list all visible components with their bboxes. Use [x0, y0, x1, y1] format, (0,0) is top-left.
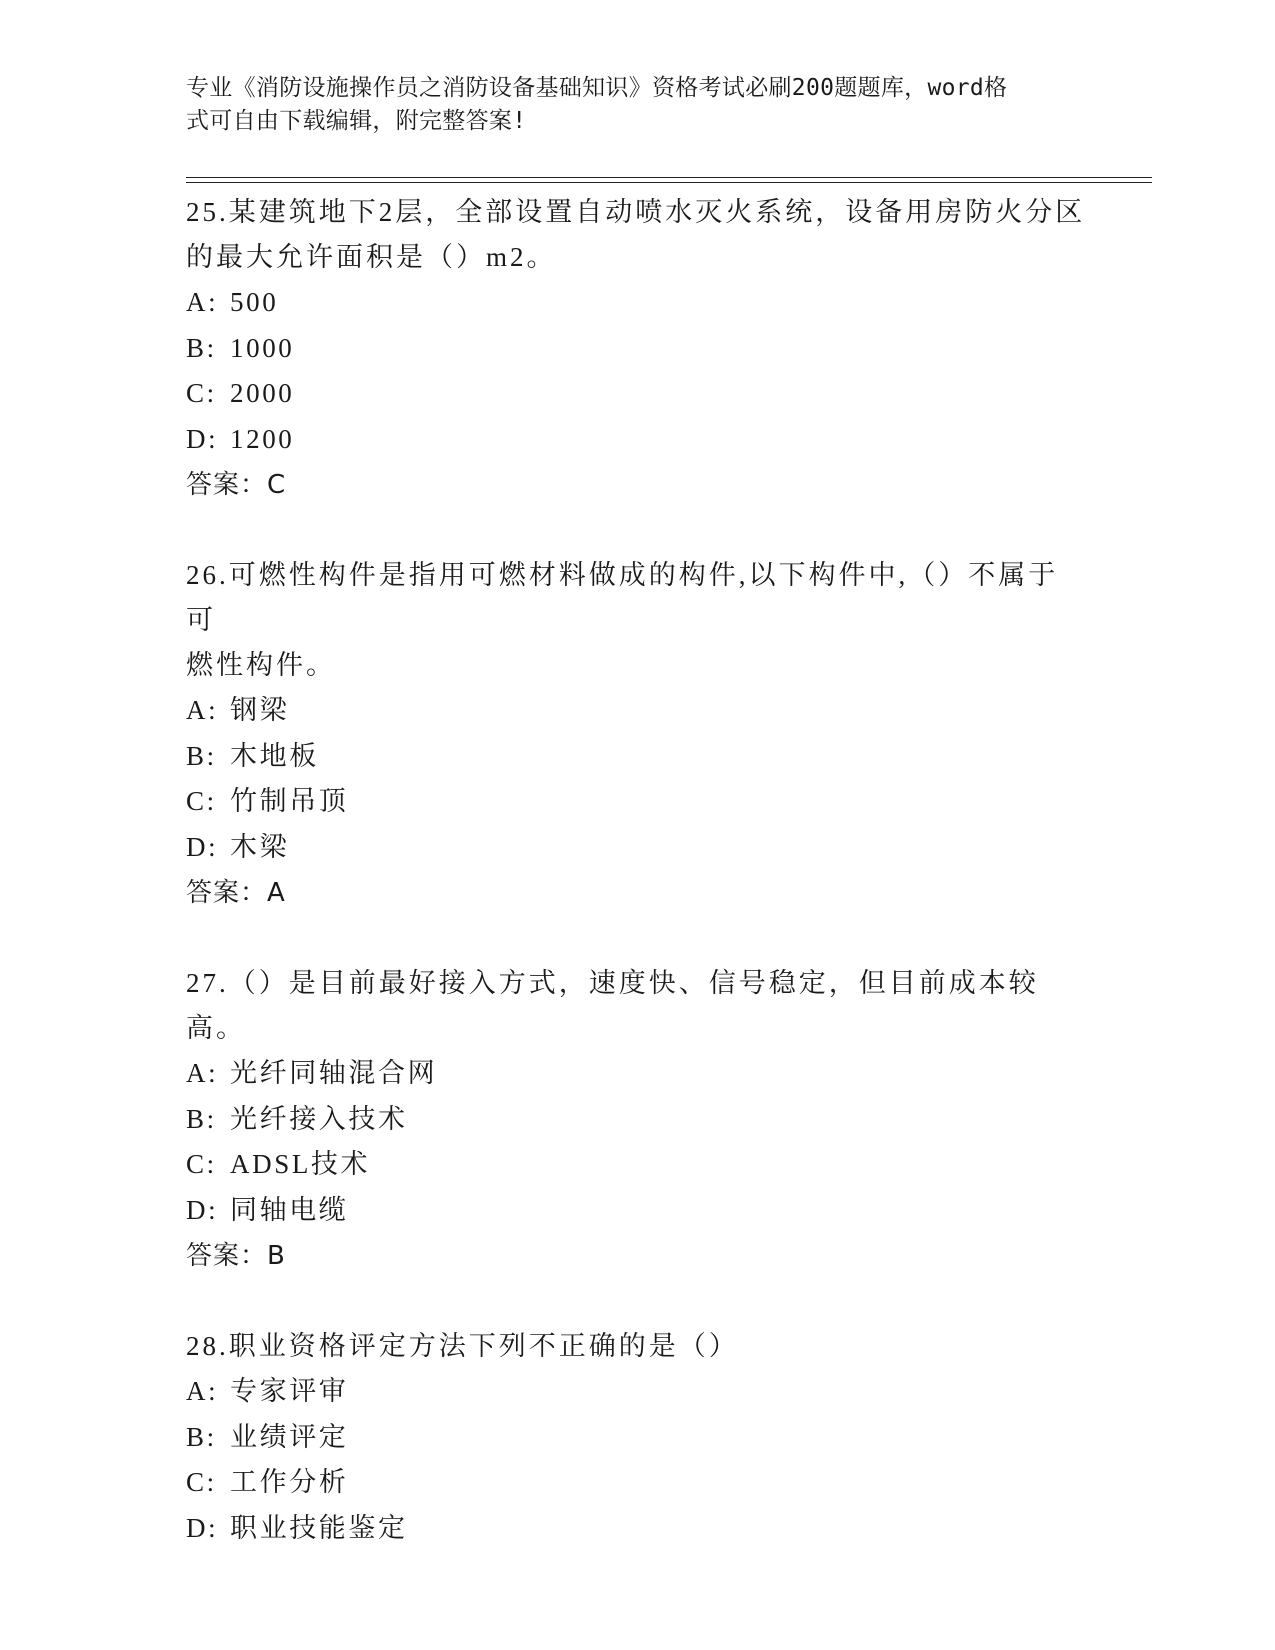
question-text-line: 26.可燃性构件是指用可燃材料做成的构件,以下构件中,（）不属于可: [186, 560, 1059, 635]
option-letter: D:: [186, 1512, 219, 1543]
option-c: [186, 1460, 1086, 1506]
option-letter: C:: [186, 786, 217, 816]
option-b: [186, 1415, 1086, 1461]
option-d: [186, 825, 1086, 871]
option-a: [186, 688, 1086, 734]
option-letter: A:: [186, 287, 219, 317]
option-text: 专家评审: [230, 1376, 349, 1406]
question-spacer: [186, 1279, 1086, 1324]
option-letter: B:: [186, 1103, 217, 1134]
option-text: 500: [230, 287, 279, 317]
option-text: 同轴电缆: [230, 1194, 349, 1225]
option-text: 2000: [230, 378, 295, 408]
option-c: [186, 371, 1086, 417]
option-a: [186, 1051, 1086, 1097]
answer-key: 答案：C: [186, 470, 287, 500]
question-28: [186, 1324, 1086, 1551]
document-header: [186, 72, 1066, 138]
option-letter: B:: [186, 1421, 217, 1452]
option-letter: A:: [186, 1376, 219, 1406]
option-text: 职业技能鉴定: [230, 1512, 408, 1543]
option-text: 光纤接入技术: [230, 1103, 408, 1134]
option-letter: D:: [186, 831, 219, 862]
option-text: 1200: [230, 423, 295, 454]
question-list: [186, 190, 1086, 1551]
option-letter: C:: [186, 378, 217, 408]
option-text: 光纤同轴混合网: [230, 1058, 438, 1088]
option-text: 木梁: [230, 831, 290, 862]
option-text: 工作分析: [230, 1467, 349, 1497]
header-line-2: 式可自由下载编辑，附完整答案!: [186, 108, 527, 134]
question-text-line: 28.职业资格评定方法下列不正确的是（）: [186, 1331, 739, 1361]
option-b: [186, 734, 1086, 780]
question-text-line: 的最大允许面积是（）m2。: [186, 242, 557, 272]
option-letter: B:: [186, 740, 217, 771]
question-text-line: 25.某建筑地下2层，全部设置自动喷水灭火系统，设备用房防火分区: [186, 197, 1086, 227]
option-a: [186, 280, 1086, 326]
question-spacer: [186, 916, 1086, 961]
header-divider-top: [186, 177, 1152, 178]
option-letter: D:: [186, 423, 219, 454]
option-letter: C:: [186, 1467, 217, 1497]
option-letter: C:: [186, 1149, 217, 1179]
option-d: [186, 417, 1086, 463]
question-spacer: [186, 508, 1086, 553]
option-c: [186, 779, 1086, 825]
option-letter: D:: [186, 1194, 219, 1225]
option-b: [186, 1097, 1086, 1143]
option-text: 1000: [230, 332, 295, 363]
option-c: [186, 1142, 1086, 1188]
question-25: [186, 190, 1086, 508]
option-text: 木地板: [230, 740, 319, 771]
option-text: ADSL技术: [230, 1149, 371, 1179]
answer-key: 答案：A: [186, 878, 286, 908]
answer-key: 答案：B: [186, 1241, 286, 1271]
header-line-1: 专业《消防设施操作员之消防设备基础知识》资格考试必刷200题题库，word格: [186, 75, 1008, 101]
option-text: 钢梁: [230, 695, 290, 725]
question-27: [186, 961, 1086, 1279]
option-b: [186, 326, 1086, 372]
option-letter: A:: [186, 695, 219, 725]
option-text: 业绩评定: [230, 1421, 349, 1452]
question-text-line: 27.（）是目前最好接入方式，速度快、信号稳定，但目前成本较高。: [186, 968, 1039, 1043]
option-d: [186, 1506, 1086, 1552]
question-text-line: 燃性构件。: [186, 650, 336, 680]
option-letter: B:: [186, 332, 217, 363]
option-text: 竹制吊顶: [230, 786, 349, 816]
question-26: [186, 553, 1086, 916]
option-a: [186, 1369, 1086, 1415]
header-divider-bottom: [186, 182, 1152, 183]
option-letter: A:: [186, 1058, 219, 1088]
option-d: [186, 1188, 1086, 1234]
